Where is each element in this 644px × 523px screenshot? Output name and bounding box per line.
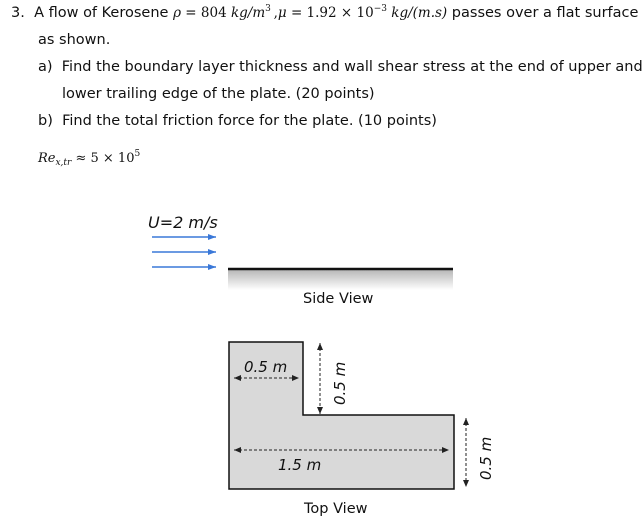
side-view-shading (228, 270, 453, 290)
mu-unit: kg/(m.s) (386, 5, 448, 21)
problem-number: 3. (11, 5, 25, 21)
dim-step-height-label: 0.5 m (331, 361, 349, 405)
rho-exponent: 3 (265, 4, 271, 14)
problem-intro-end: passes over a flat surface (447, 5, 639, 21)
part-a-letter: a) (38, 59, 53, 75)
dim-total-width-label: 1.5 m (278, 456, 322, 474)
density-expression: ρ = 804 $kg/m^3$ $,\mu = 1.92 \times 10^{-3}$ kg/(m.s) (173, 4, 448, 21)
dim-top-width-label: 0.5 m (244, 358, 288, 376)
top-view-label: Top View (304, 501, 368, 517)
mu-value: = 1.92 × 10 (286, 5, 374, 21)
rho-value: = 804 (181, 5, 231, 21)
mu-symbol: μ (277, 5, 287, 21)
part-a-text: Find the boundary layer thickness and wall shear stress at the end of upper and (61, 59, 643, 75)
part-b-text: Find the total friction force for the plate. (10 points) (62, 113, 437, 129)
velocity-label: U=2 m/s (148, 213, 218, 232)
mu-exponent: −3 (373, 4, 387, 14)
re-symbol: Re (38, 151, 56, 166)
dim-right-height-label: 0.5 m (477, 436, 495, 480)
part-a-text-2: lower trailing edge of the plate. (20 points) (62, 86, 375, 102)
problem-intro: A flow of Kerosene (34, 5, 169, 21)
rho-symbol: ρ (173, 5, 182, 21)
re-subscript: x,tr (55, 158, 72, 168)
side-view-label: Side View (303, 291, 374, 307)
rho-unit: kg/m (230, 5, 266, 21)
part-b-letter: b) (38, 113, 53, 129)
re-exponent: 5 (134, 149, 141, 159)
re-value: ≈ 5 × 10 (71, 151, 135, 166)
problem-intro-line2: as shown. (38, 32, 111, 48)
